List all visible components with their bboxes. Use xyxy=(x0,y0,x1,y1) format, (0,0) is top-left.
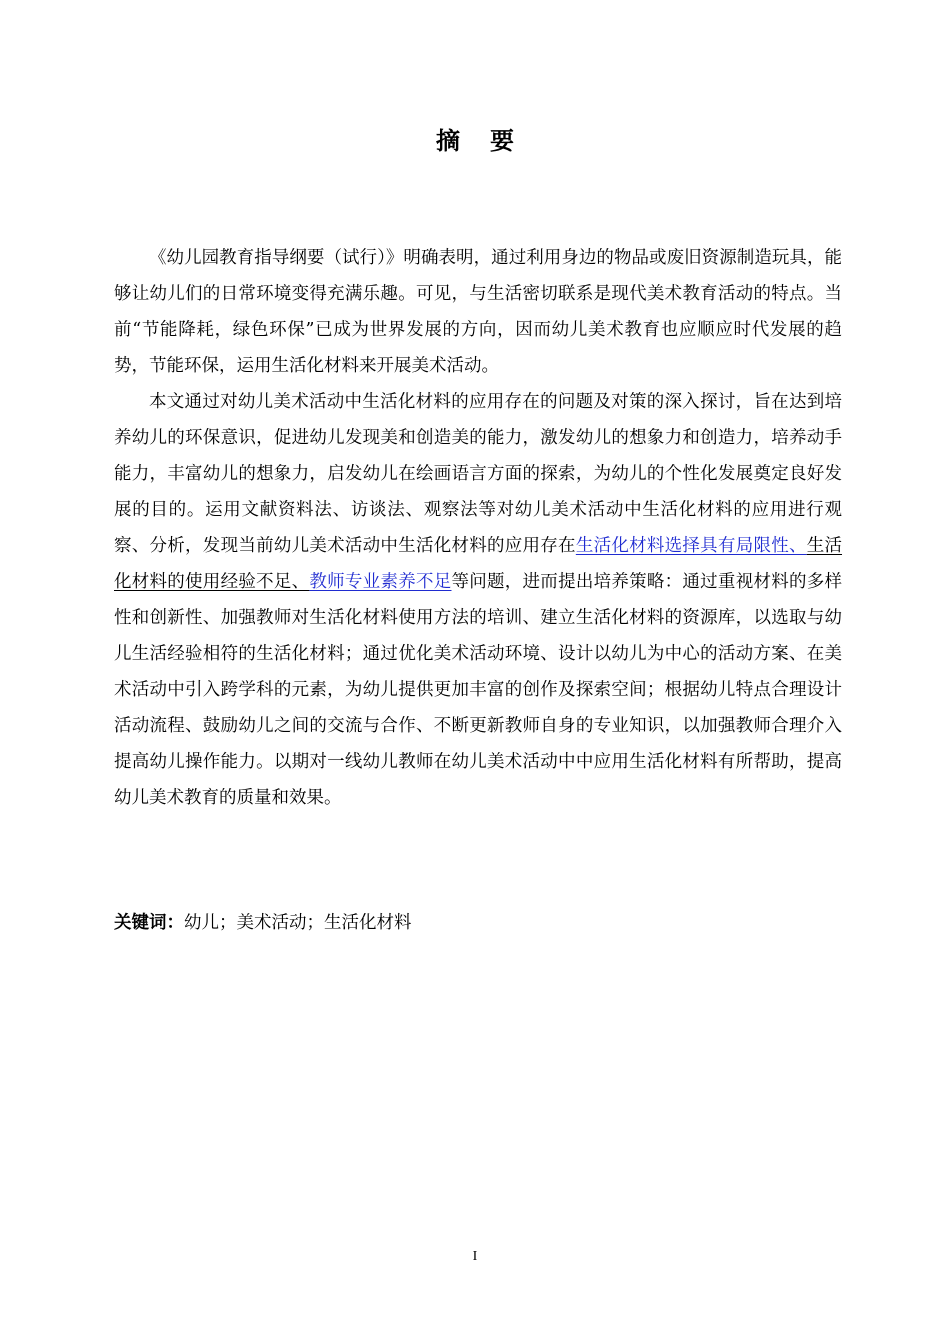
abstract-paragraph-1: 《幼儿园教育指导纲要（试行）》明确表明，通过利用身边的物品或废旧资源制造玩具，能够让幼儿们的日常环境变得充满乐趣。可见，与生活密切联系是现代美术教育活动的特点。当前“节能降耗，绿色环保”已成为世界发展的方向，因而幼儿美术教育也应顺应时代发展的趋势，节能环保，运用生活化材料来开展美术活动。 xyxy=(114,248,842,376)
page-title xyxy=(0,124,950,158)
keywords-line xyxy=(114,905,842,941)
keywords-label: 关键词： xyxy=(114,913,184,933)
paragraph-2-text-start: 本文通过对幼儿美术活动中生活化材料的应用存在的问题及对策的深入探讨，旨在达到培养幼儿的环保意识，促进幼儿发现美和创造美的能力，激发幼儿的想象力和创造力，培养动手能力，丰富幼儿的想象力，启发幼儿在绘画语言方面的探索，为幼儿的个性化发展奠定良好发展的目的。运用文献资料法、访谈法、观察法等对幼儿美术活动中生活化材料的应用进行观察、分析，发现当前幼儿美术活动中生活化材料的应用存在 xyxy=(114,392,842,556)
underlined-usage-experience: 生活化材料的使用经验不足、 xyxy=(114,536,843,592)
link-teacher-literacy[interactable]: 教师专业素养不足 xyxy=(309,572,452,592)
keywords-value: 幼儿；美术活动；生活化材料 xyxy=(184,913,412,933)
title-char-2: 要 xyxy=(490,127,514,155)
paragraph-2-text-end: 等问题，进而提出培养策略：通过重视材料的多样性和创新性、加强教师对生活化材料使用方法的培训、建立生活化材料的资源库，以选取与幼儿生活经验相符的生活化材料；通过优化美术活动环境、设计以幼儿为中心的活动方案、在美术活动中引入跨学科的元素，为幼儿提供更加丰富的创作及探索空间；根据幼儿特点合理设计活动流程、鼓励幼儿之间的交流与合作、不断更新教师自身的专业知识，以加强教师合理介入提高幼儿操作能力。以期对一线幼儿教师在幼儿美术活动中中应用生活化材料有所帮助，提高幼儿美术教育的质量和效果。 xyxy=(114,572,843,808)
abstract-body xyxy=(114,240,842,816)
link-material-limitation[interactable]: 生活化材料选择具有局限性、 xyxy=(575,536,807,556)
abstract-paragraph-2 xyxy=(114,384,842,816)
page-number: I xyxy=(472,1249,478,1264)
title-char-1: 摘 xyxy=(436,127,460,155)
